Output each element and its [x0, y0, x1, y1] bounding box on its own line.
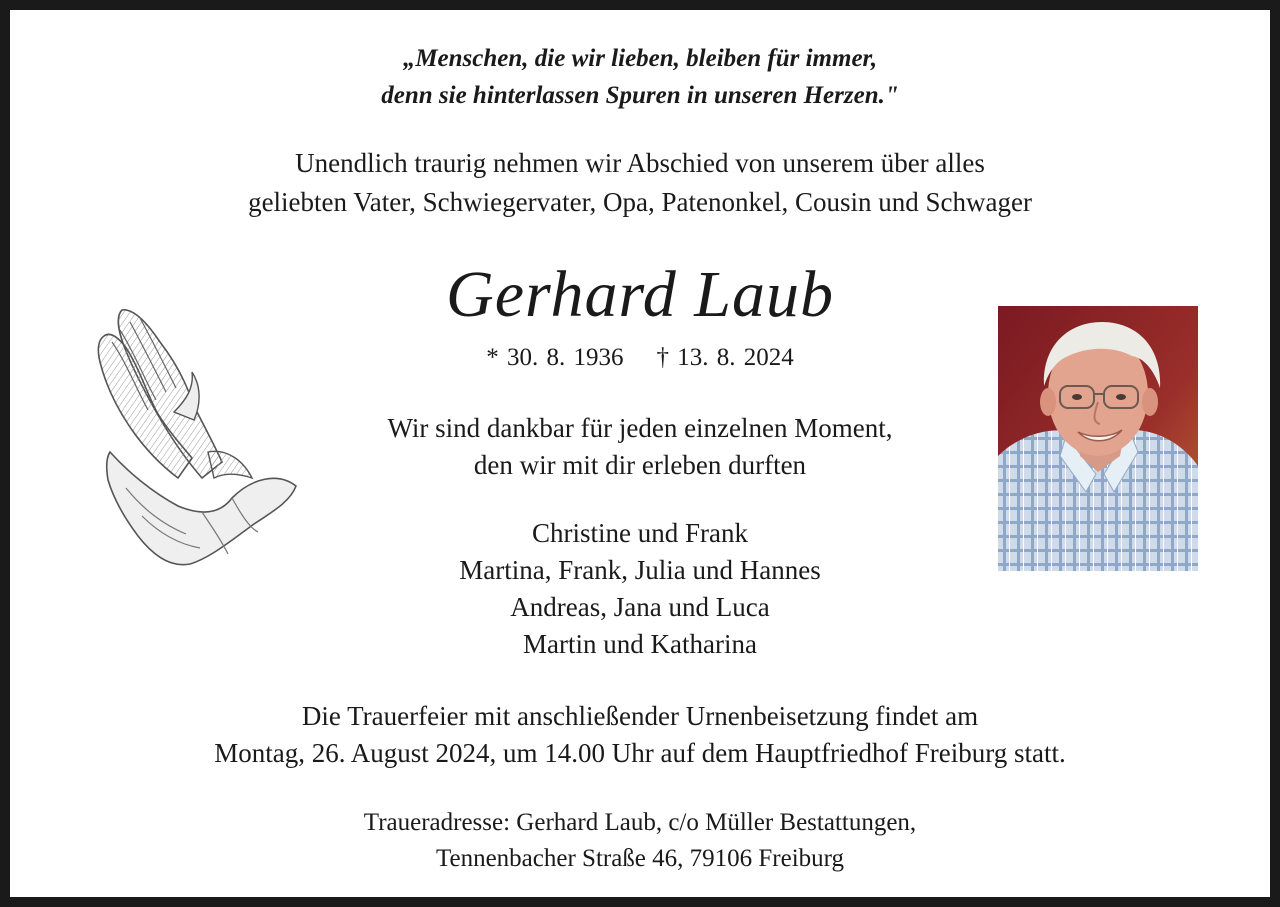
quote-line-2: denn sie hinterlassen Spuren in unseren Herzen.": [381, 82, 899, 109]
death-date: † 13. 8. 2024: [656, 344, 794, 371]
family-line: Andreas, Jana und Luca: [510, 592, 770, 622]
thanks-line-2: den wir mit dir erleben durften: [473, 450, 807, 480]
obituary-card: [10, 10, 1270, 897]
thanks-line-1: Wir sind dankbar für jeden einzelnen Moment,: [387, 413, 893, 443]
funeral-line-1: Die Trauerfeier mit anschließender Urnenbeisetzung findet am: [301, 701, 979, 731]
intro-line-1: Unendlich traurig nehmen wir Abschied von unserem über alles: [295, 148, 985, 178]
deceased-name: Gerhard Laub: [446, 258, 834, 331]
mourning-address: [10, 805, 1270, 877]
memorial-quote: [10, 40, 1270, 114]
birth-date: * 30. 8. 1936: [486, 344, 624, 371]
family-line: Martina, Frank, Julia und Hannes: [459, 555, 821, 585]
family-line: Martin und Katharina: [523, 629, 757, 659]
portrait-photo: [998, 306, 1198, 571]
praying-hands-icon: [82, 302, 302, 572]
quote-line-1: „Menschen, die wir lieben, bleiben für immer,: [402, 45, 878, 72]
intro-text: [10, 144, 1270, 222]
funeral-line-2: Montag, 26. August 2024, um 14.00 Uhr auf dem Hauptfriedhof Freiburg statt.: [214, 738, 1066, 768]
address-line-1: Traueradresse: Gerhard Laub, c/o Müller Bestattungen,: [363, 809, 917, 836]
family-line: Christine und Frank: [532, 518, 748, 548]
intro-line-2: geliebten Vater, Schwiegervater, Opa, Patenonkel, Cousin und Schwager: [248, 187, 1032, 217]
address-line-2: Tennenbacher Straße 46, 79106 Freiburg: [435, 845, 845, 872]
funeral-info: [10, 698, 1270, 772]
